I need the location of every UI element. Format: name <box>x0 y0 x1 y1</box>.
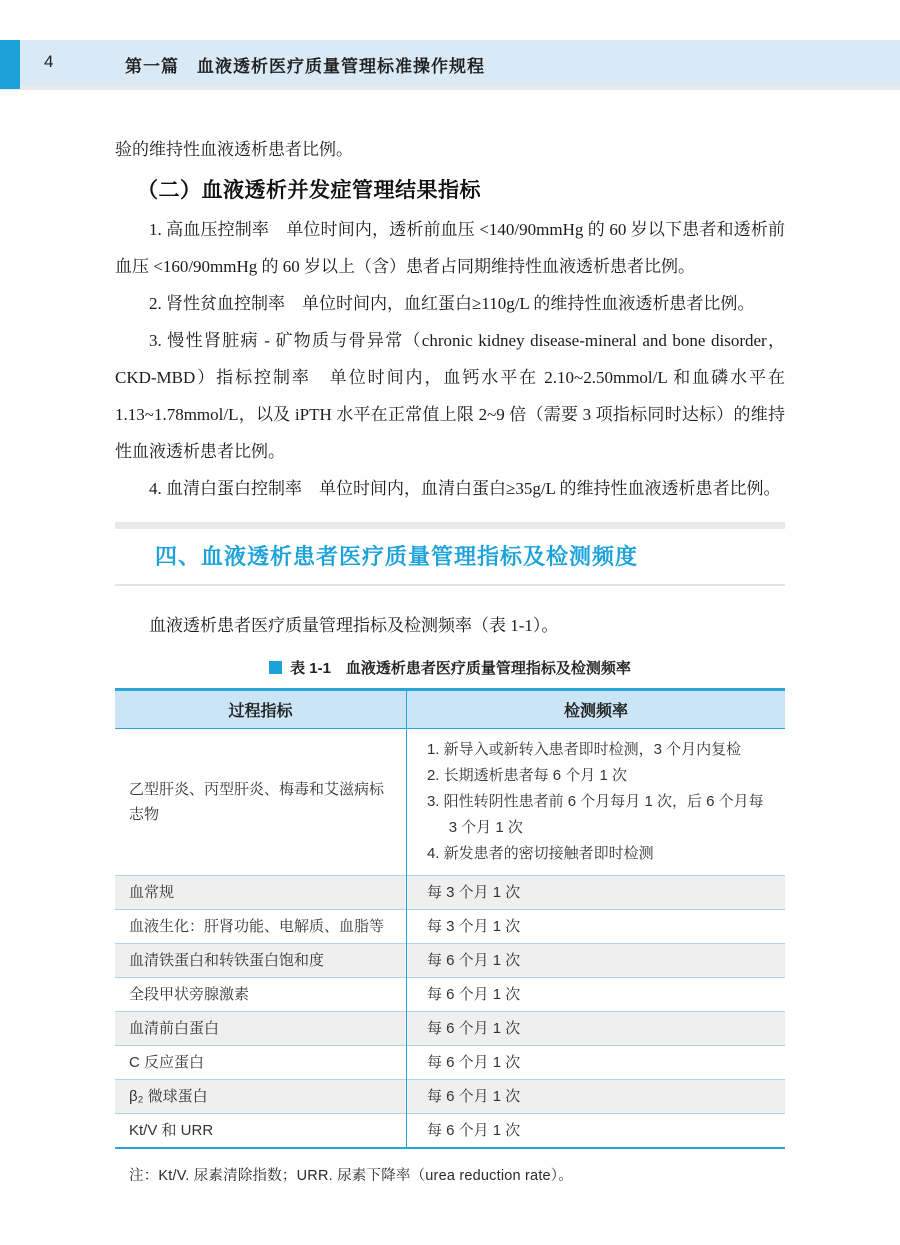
frequency-list-item: 1. 新导入或新转入患者即时检测，3 个月内复检 <box>426 741 742 758</box>
table-cell-frequency <box>406 729 785 876</box>
running-header-title: 第一篇 血液透析医疗质量管理标准操作规程 <box>125 57 485 76</box>
header-accent-square <box>0 40 20 89</box>
lead-paragraph: 验的维持性血液透析患者比例。 <box>115 140 353 159</box>
frequency-list-item: 2. 长期透析患者每 6 个月 1 次 <box>426 767 627 784</box>
body-paragraph-1: 1. 高血压控制率 单位时间内，透析前血压 <140/90mmHg 的 60 岁以下患者和透析前血压 <160/90mmHg 的 60 岁以上（含）患者占同期维持性血液透析患者比例。 <box>115 220 785 276</box>
table-row <box>115 1114 785 1149</box>
body-paragraph-4: 4. 血清白蛋白控制率 单位时间内，血清白蛋白≥35g/L 的维持性血液透析患者比例。 <box>149 479 781 498</box>
table-cell-indicator: 全段甲状旁腺激素 <box>115 978 406 1012</box>
running-header <box>0 40 900 86</box>
table-row <box>115 978 785 1012</box>
table-cell-frequency: 每 6 个月 1 次 <box>406 978 785 1012</box>
column-header-frequency: 检测频率 <box>406 690 785 729</box>
table-row <box>115 944 785 978</box>
body-paragraph-2: 2. 肾性贫血控制率 单位时间内，血红蛋白≥110g/L 的维持性血液透析患者比例。 <box>149 294 755 313</box>
table-intro-paragraph: 血液透析患者医疗质量管理指标及检测频率（表 1-1）。 <box>149 616 559 635</box>
table-cell-indicator: 血液生化：肝肾功能、电解质、血脂等 <box>115 910 406 944</box>
table-footnote: 注：Kt/V. 尿素清除指数；URR. 尿素下降率（urea reduction rate）。 <box>129 1168 573 1184</box>
table-row <box>115 876 785 910</box>
page-content <box>115 131 785 1185</box>
frequency-list-item: 3. 阳性转阴性患者前 6 个月每月 1 次，后 6 个月每 3 个月 1 次 <box>426 793 764 836</box>
table-cell-frequency: 每 6 个月 1 次 <box>406 1046 785 1080</box>
table-cell-indicator: 乙型肝炎、丙型肝炎、梅毒和艾滋病标志物 <box>115 729 406 876</box>
table-cell-frequency: 每 6 个月 1 次 <box>406 1012 785 1046</box>
table-cell-indicator: C 反应蛋白 <box>115 1046 406 1080</box>
table-cell-frequency: 每 3 个月 1 次 <box>406 876 785 910</box>
table-cell-indicator: 血常规 <box>115 876 406 910</box>
table-header-row <box>115 690 785 729</box>
quality-indicator-table <box>115 688 785 1149</box>
table-cell-frequency: 每 6 个月 1 次 <box>406 1114 785 1149</box>
page-number: 4 <box>44 52 54 71</box>
table-cell-indicator: β₂ 微球蛋白 <box>115 1080 406 1114</box>
section-heading-banner <box>115 522 785 586</box>
table-row <box>115 910 785 944</box>
frequency-list-item: 4. 新发患者的密切接触者即时检测 <box>426 845 654 862</box>
table-row <box>115 1046 785 1080</box>
table-caption <box>115 657 785 678</box>
table-caption-text: 表 1-1 血液透析患者医疗质量管理指标及检测频率 <box>290 660 631 677</box>
body-paragraph-3: 3. 慢性肾脏病 - 矿物质与骨异常（chronic kidney disease-mineral and bone disorder，CKD-MBD）指标控制率 单位时间内，血钙水平在 2.10~2.50mmol/L 和血磷水平在 1.13~1.78mmol/L，以及 iPTH 水平在正常值上限 2~9 倍（需要 3 项指标同时达标）的维持性血液透析患者比例。 <box>115 331 785 461</box>
table-cell-frequency: 每 6 个月 1 次 <box>406 944 785 978</box>
table-cell-indicator: 血清铁蛋白和转铁蛋白饱和度 <box>115 944 406 978</box>
table-body <box>115 729 785 1149</box>
section-heading: 四、血液透析患者医疗质量管理指标及检测频度 <box>155 544 639 569</box>
table-row <box>115 1012 785 1046</box>
table-header <box>115 690 785 729</box>
table-cell-frequency: 每 6 个月 1 次 <box>406 1080 785 1114</box>
table-cell-frequency: 每 3 个月 1 次 <box>406 910 785 944</box>
table-caption-square-icon <box>269 661 282 674</box>
column-header-process-indicator: 过程指标 <box>115 690 406 729</box>
subsection-heading: （二）血液透析并发症管理结果指标 <box>137 179 481 202</box>
table-row <box>115 1080 785 1114</box>
table-row <box>115 729 785 876</box>
table-cell-indicator: 血清前白蛋白 <box>115 1012 406 1046</box>
table-cell-indicator: Kt/V 和 URR <box>115 1114 406 1149</box>
